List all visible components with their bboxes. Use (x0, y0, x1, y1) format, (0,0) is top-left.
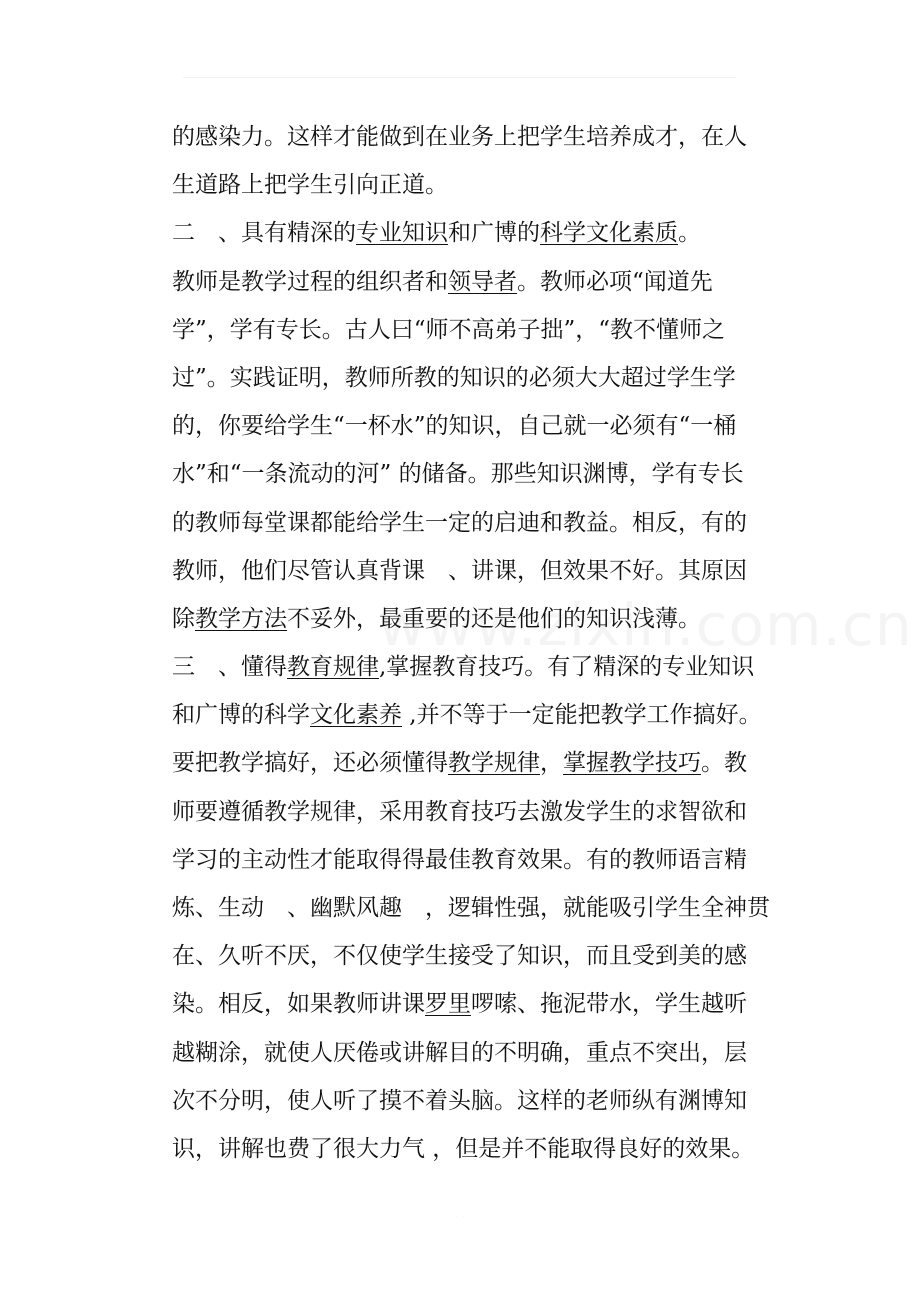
text-segment: ,并不等于一定能把教学工作搞好。 (402, 702, 762, 729)
text-segment: 过”。实践证明，教师所教的知识的必须大大超过学生学 (172, 364, 736, 391)
text-segment: 的教师每堂课都能给学生一定的启迪和教益。相反，有的 (172, 509, 747, 536)
text-segment: 除 (172, 605, 195, 632)
underlined-term: 教学方法 (195, 605, 287, 632)
document-body (172, 113, 804, 1173)
underlined-term: 文化素养 (310, 702, 402, 729)
text-line (172, 402, 804, 450)
text-segment: 教师，他们尽管认真背课 、讲课，但效果不好。其原因 (172, 557, 747, 584)
text-segment: 识，讲解也费了很大力气 ，但是并不能取得良好的效果。 (172, 1135, 755, 1162)
text-line (172, 209, 804, 257)
text-segment: 要把教学搞好，还必须懂得 (172, 750, 448, 777)
text-line (172, 932, 804, 980)
text-segment: 水”和“一条流动的河” 的储备。那些知识渊博，学有专长 (172, 461, 744, 488)
underlined-term: 罗里 (425, 991, 471, 1018)
text-segment: 学习的主动性才能取得得最佳教育效果。有的教师语言精 (172, 846, 747, 873)
underlined-term: 教育规律 (287, 654, 379, 681)
text-segment: ， (540, 750, 563, 777)
text-line (172, 450, 804, 498)
text-line (172, 595, 804, 643)
underlined-term: 科学文化素质 (540, 220, 678, 247)
text-line (172, 161, 804, 209)
text-line (172, 980, 804, 1028)
header-rule (183, 77, 736, 78)
text-segment: 和广博的 (448, 220, 540, 247)
text-segment: 的感染力。这样才能做到在业务上把学生培养成才，在人 (172, 124, 747, 150)
text-line (172, 691, 804, 739)
text-line (172, 788, 804, 836)
text-segment: 越糊涂，就使人厌倦或讲解目的不明确，重点不突出，层 (172, 1039, 747, 1066)
text-line (172, 547, 804, 595)
text-segment: 。教 (701, 750, 747, 777)
text-line (172, 1029, 804, 1077)
text-segment: 三 、懂得 (172, 654, 287, 681)
underlined-term: 教学规律 (448, 750, 540, 777)
text-segment: 染。相反，如果教师讲课 (172, 991, 425, 1018)
underlined-term: 掌握教学技巧 (563, 750, 701, 777)
text-line (172, 884, 804, 932)
text-segment: 二 、具有精深的 (172, 220, 356, 247)
text-line (172, 739, 804, 787)
text-segment: 和广博的科学 (172, 702, 310, 729)
text-segment: 。教师必项“闻道先 (517, 268, 713, 295)
text-segment: 教师是教学过程的组织者和 (172, 268, 448, 295)
text-line (172, 306, 804, 354)
text-segment: 学”，学有专长。古人曰“师不高弟子拙”，“教不懂师之 (172, 316, 726, 343)
text-segment: 不妥外，最重要的还是他们的知识浅薄。 (287, 605, 701, 632)
underlined-term: 专业知识 (356, 220, 448, 247)
text-segment: 啰嗦、拖泥带水，学生越听 (471, 991, 747, 1018)
text-segment: 的，你要给学生“一杯水”的知识，自己就一必须有“一桶 (172, 413, 737, 440)
text-line (172, 1077, 804, 1125)
underlined-term: 领导者 (448, 268, 517, 295)
text-segment: 次不分明，使人听了摸不着头脑。这样的老师纵有渊博知 (172, 1087, 747, 1114)
text-segment: 炼、生动 、幽默风趣 ，逻辑性强，就能吸引学生全神贯 (172, 895, 770, 921)
text-line (172, 113, 804, 161)
text-segment: 。 (678, 220, 701, 247)
text-line (172, 258, 804, 306)
text-segment: 在、久听不厌，不仅使学生接受了知识，而且受到美的感 (172, 943, 747, 970)
text-segment: 师要遵循教学规律，采用教育技巧去激发学生的求智欲和 (172, 798, 747, 825)
text-line (172, 1125, 804, 1173)
footer-mark: · · (455, 1213, 465, 1223)
text-segment: ,掌握教育技巧。有了精深的专业知识 (379, 654, 755, 681)
text-segment: 生道路上把学生引向正道。 (172, 172, 448, 199)
text-line (172, 643, 804, 691)
text-line (172, 836, 804, 884)
text-line (172, 354, 804, 402)
text-line (172, 499, 804, 547)
